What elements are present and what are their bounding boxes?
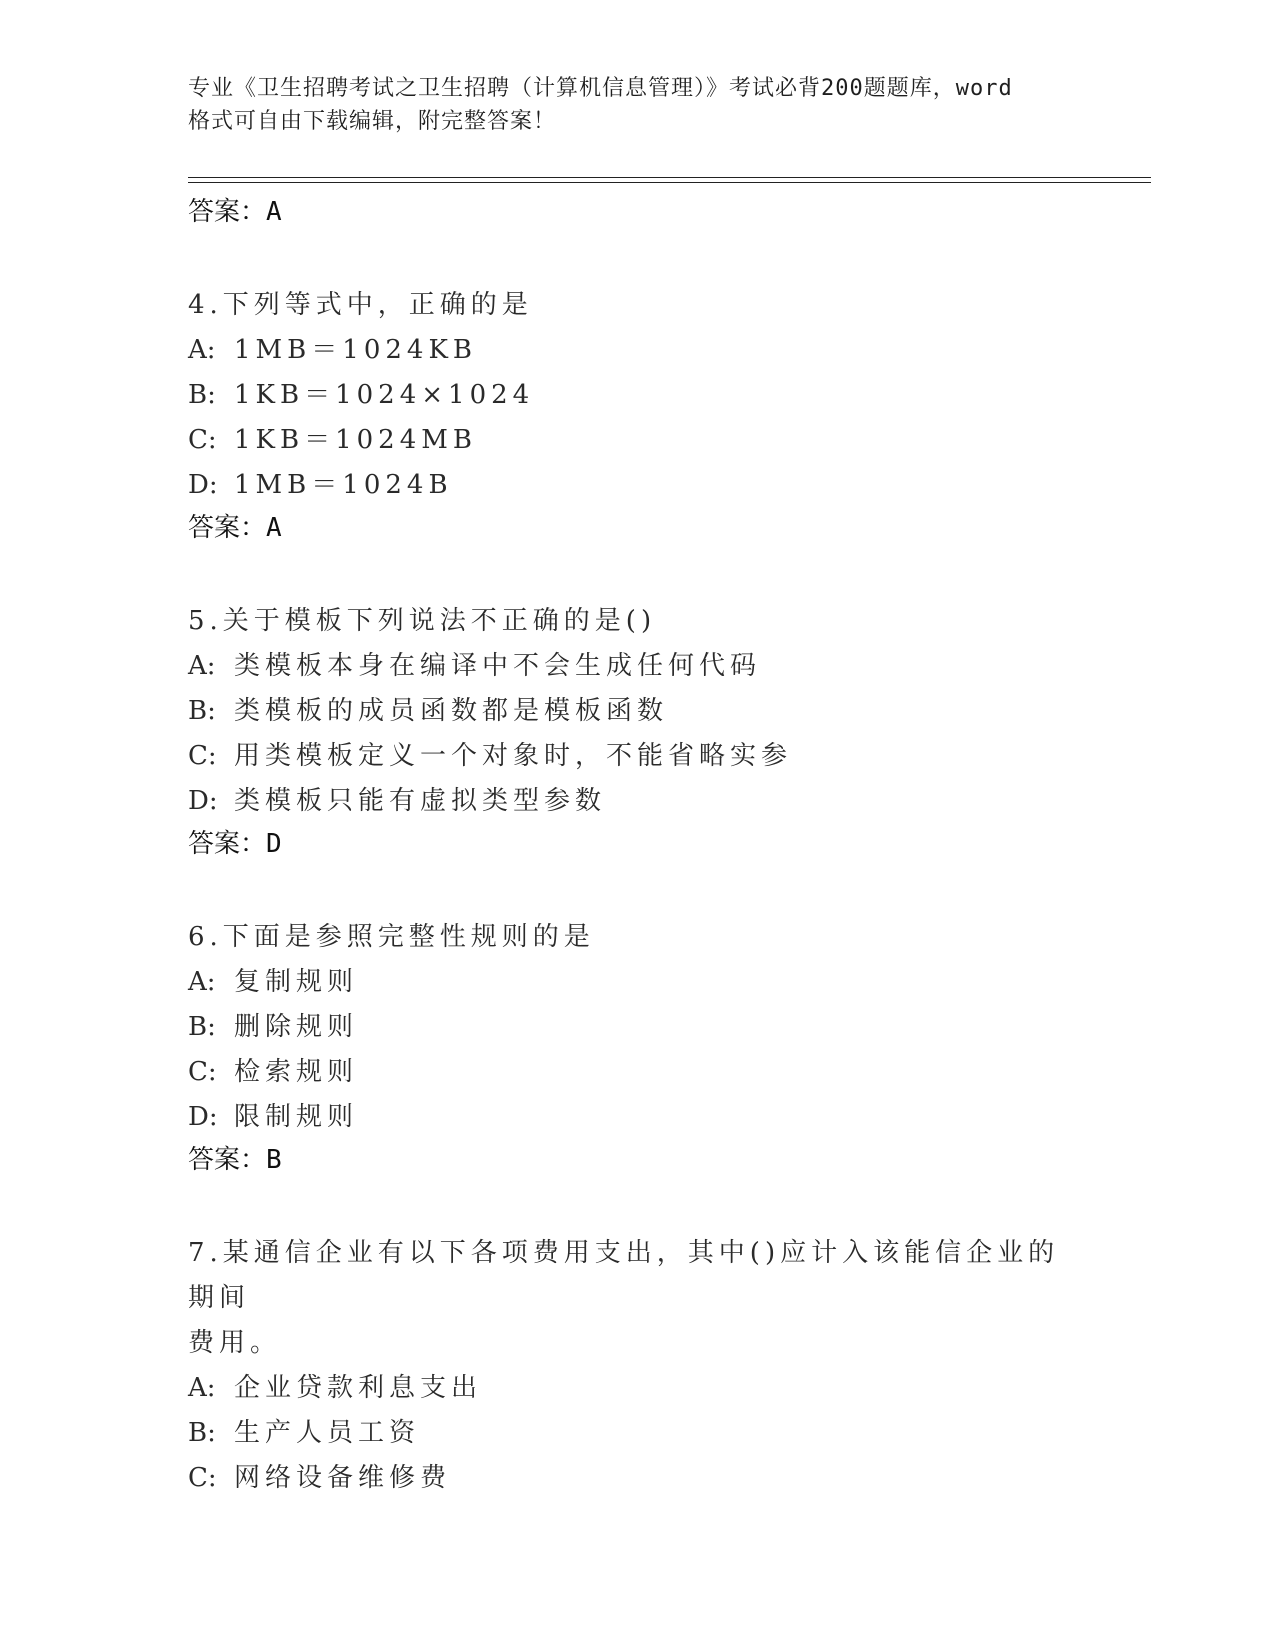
option-a <box>188 1366 1088 1411</box>
header-line-2: 格式可自由下载编辑，附完整答案！ <box>188 109 557 134</box>
header-divider-bottom <box>188 182 1151 183</box>
option-a <box>188 960 1088 1005</box>
option-c <box>188 734 1088 779</box>
answer-line: 答案：A <box>188 513 282 543</box>
option-text: 1MB＝1024KB <box>234 335 477 365</box>
question-title: 5.关于模板下列说法不正确的是() <box>188 606 657 636</box>
option-prefix: C: <box>188 741 217 771</box>
question-title-line-1: 7.某通信企业有以下各项费用支出，其中()应计入该能信企业的期间 <box>188 1238 1060 1313</box>
option-prefix: C: <box>188 1057 217 1087</box>
question-block <box>188 1231 1088 1501</box>
option-prefix: C: <box>188 425 217 455</box>
option-text: 1KB＝1024×1024 <box>234 380 535 410</box>
option-text: 1KB＝1024MB <box>234 425 477 455</box>
option-d <box>188 1095 1088 1140</box>
option-prefix: D: <box>188 470 218 500</box>
option-d <box>188 779 1088 824</box>
option-b <box>188 373 1088 418</box>
option-a <box>188 328 1088 373</box>
option-text: 生产人员工资 <box>234 1418 421 1448</box>
answer-line: 答案：A <box>188 197 282 227</box>
question-block <box>188 599 1088 864</box>
option-prefix: A: <box>188 335 216 365</box>
option-text: 类模板只能有虚拟类型参数 <box>234 786 607 816</box>
option-prefix: D: <box>188 786 218 816</box>
question-title-line-2: 费用。 <box>188 1328 282 1358</box>
question-block <box>188 915 1088 1180</box>
answer-line: 答案：D <box>188 829 282 859</box>
option-prefix: B: <box>188 1012 216 1042</box>
option-c <box>188 1050 1088 1095</box>
question-block <box>188 283 1088 548</box>
option-prefix: C: <box>188 1463 217 1493</box>
option-prefix: A: <box>188 967 216 997</box>
option-text: 网络设备维修费 <box>234 1463 452 1493</box>
option-text: 类模板本身在编译中不会生成任何代码 <box>234 651 762 681</box>
option-b <box>188 1411 1088 1456</box>
option-text: 1MB＝1024B <box>234 470 453 500</box>
option-b <box>188 689 1088 734</box>
option-prefix: B: <box>188 696 216 726</box>
document-body <box>188 192 1088 1501</box>
option-d <box>188 463 1088 508</box>
option-text: 用类模板定义一个对象时，不能省略实参 <box>234 741 793 771</box>
option-b <box>188 1005 1088 1050</box>
option-c <box>188 418 1088 463</box>
option-prefix: B: <box>188 380 216 410</box>
header-line-1: 专业《卫生招聘考试之卫生招聘（计算机信息管理）》考试必背200题题库，word <box>188 76 1013 101</box>
option-text: 检索规则 <box>234 1057 359 1087</box>
option-text: 企业贷款利息支出 <box>234 1373 483 1403</box>
option-a <box>188 644 1088 689</box>
option-prefix: B: <box>188 1418 216 1448</box>
option-prefix: D: <box>188 1102 218 1132</box>
header-divider-top <box>188 177 1151 178</box>
option-text: 删除规则 <box>234 1012 359 1042</box>
option-prefix: A: <box>188 651 216 681</box>
option-text: 复制规则 <box>234 967 359 997</box>
document-header <box>188 72 1088 138</box>
question-title: 6.下面是参照完整性规则的是 <box>188 922 595 952</box>
option-text: 限制规则 <box>234 1102 359 1132</box>
option-text: 类模板的成员函数都是模板函数 <box>234 696 669 726</box>
option-prefix: A: <box>188 1373 216 1403</box>
answer-line: 答案：B <box>188 1145 282 1175</box>
question-title: 4.下列等式中，正确的是 <box>188 290 533 320</box>
option-c <box>188 1456 1088 1501</box>
